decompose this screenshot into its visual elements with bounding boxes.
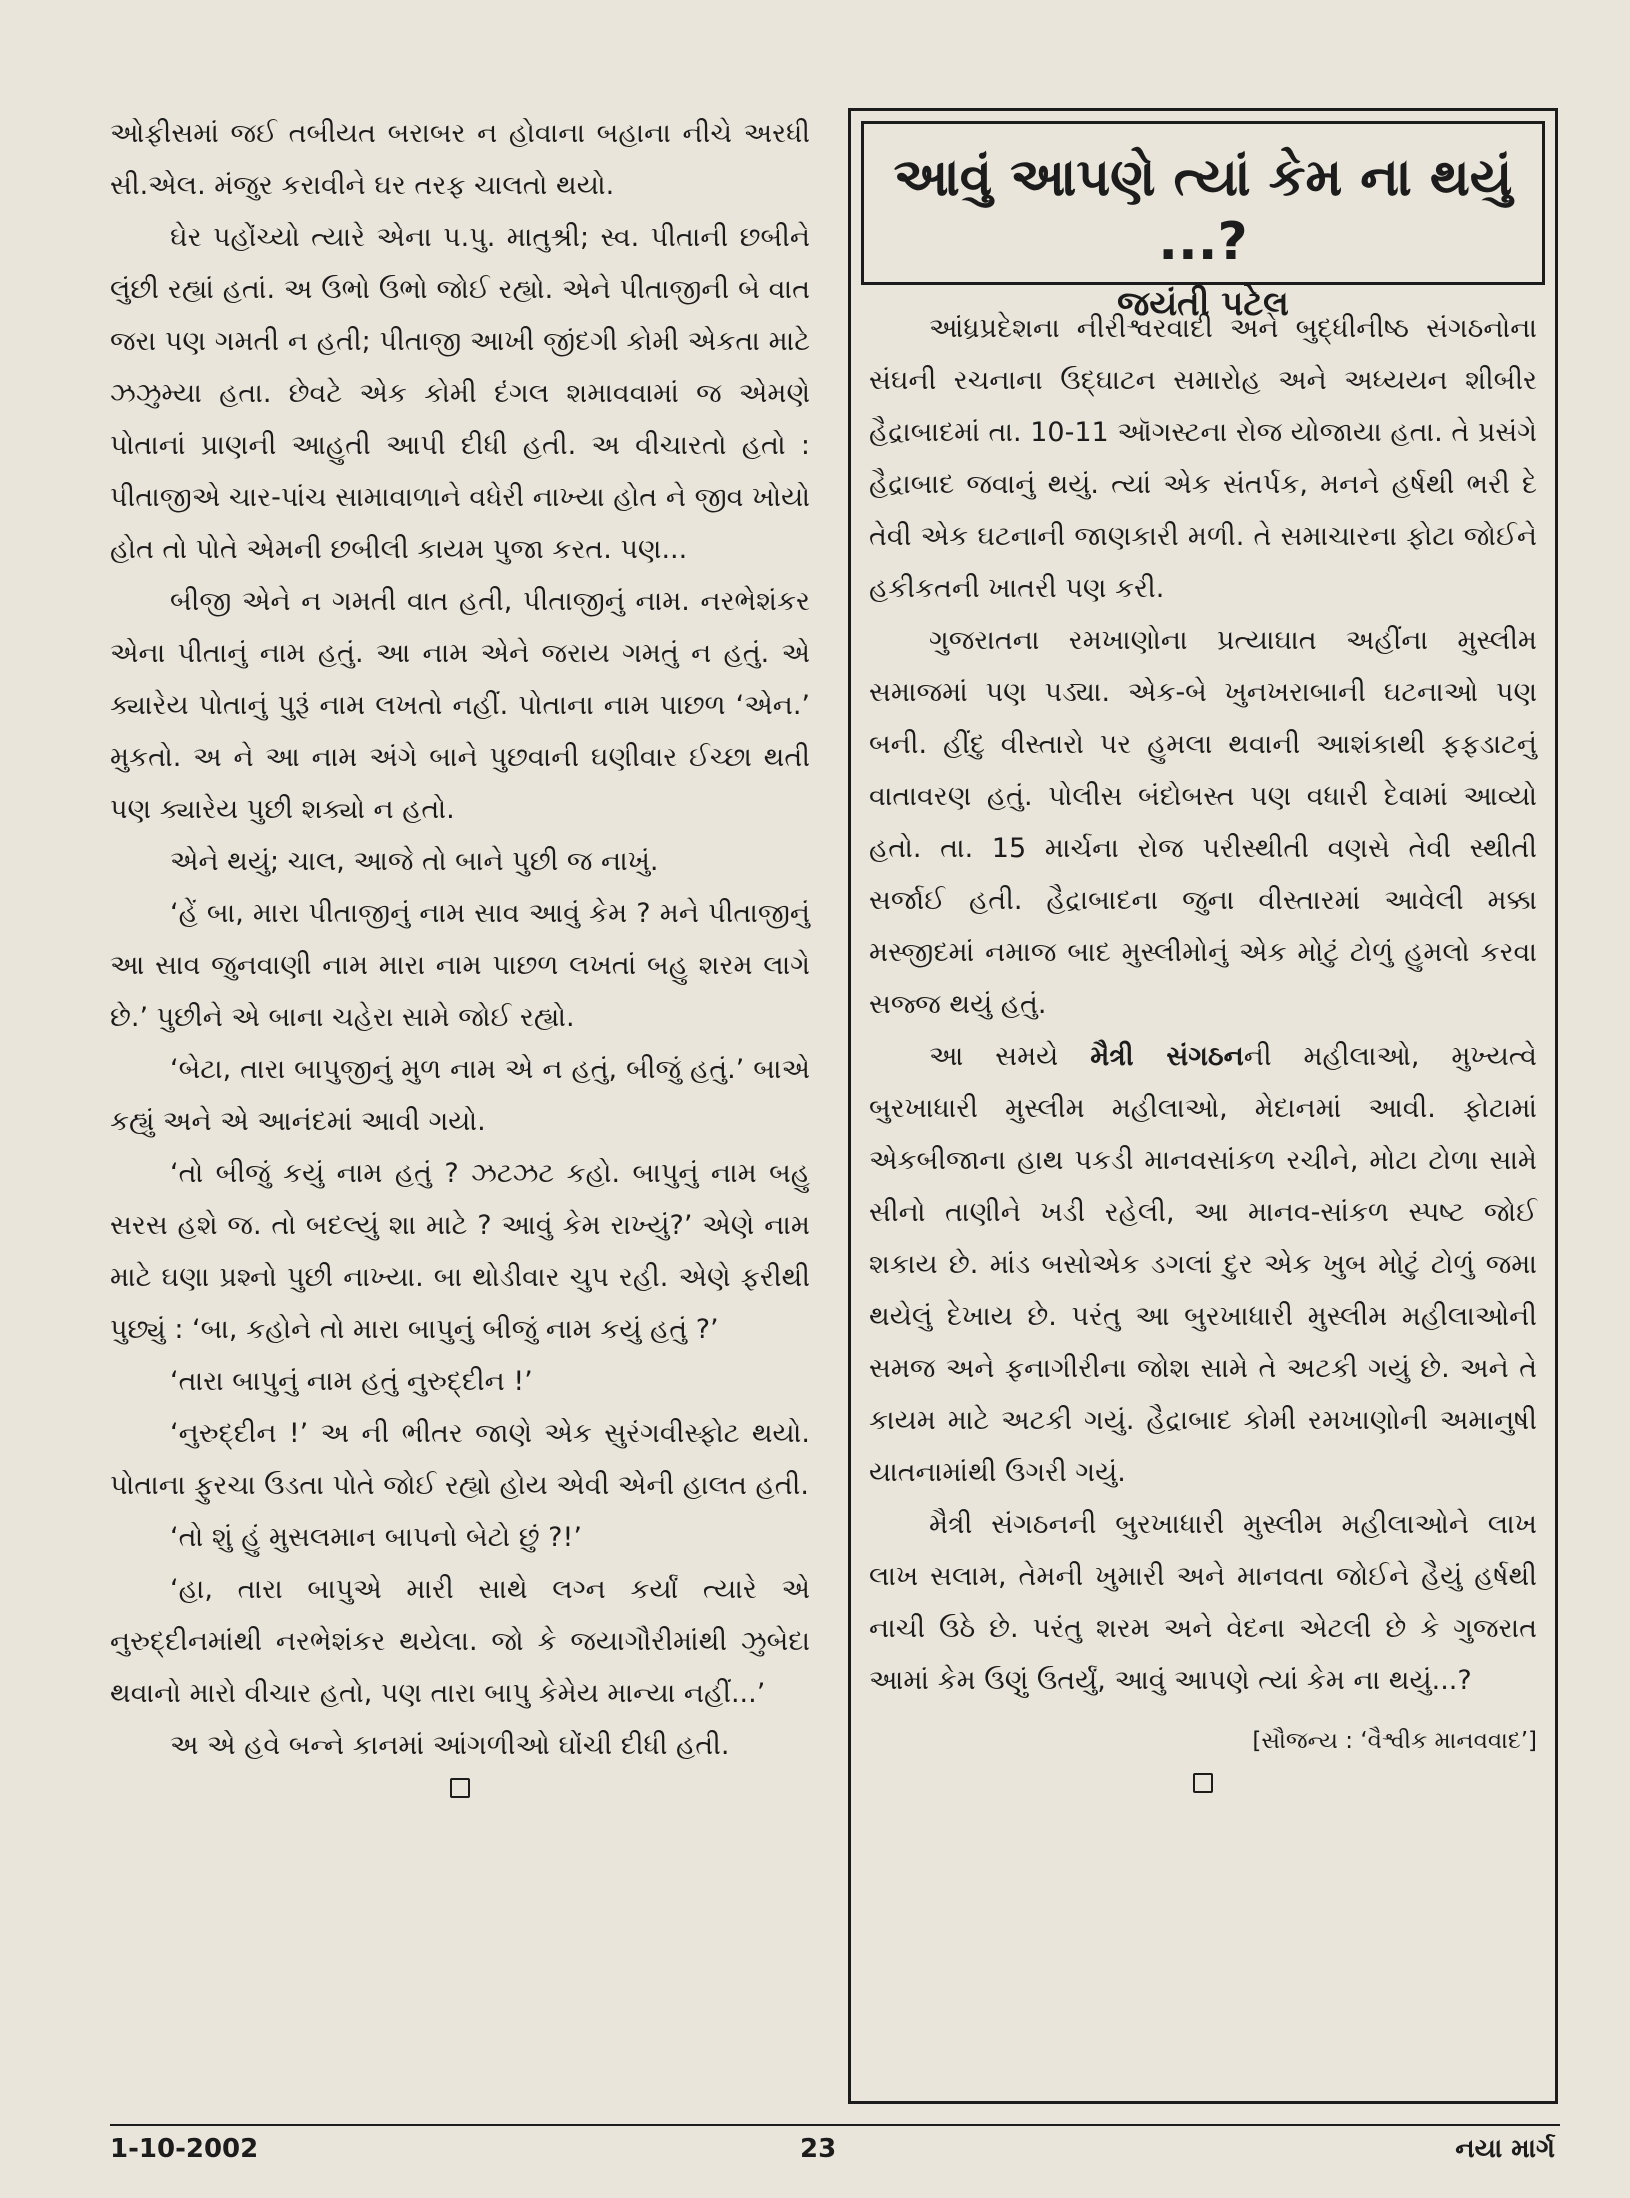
paragraph — [869, 1031, 1537, 1499]
paragraph: ‘તો બીજું કયું નામ હતું ? ઝટઝટ કહો. બાપુનું નામ બહુ સરસ હશે જ. તો બદલ્યું શા માટે ? આવું કેમ રાખ્યું?’ એણે નામ માટે ઘણા પ્રશ્નો પુછી નાખ્યા. બા થોડીવાર ચુપ રહી. એણે ફરીથી પુછ્યું : ‘બા, કહોને તો મારા બાપુનું બીજું નામ કયું હતું ?’ — [110, 1158, 810, 1345]
source-credit: [સૌજન્ય : ‘વૈશ્વીક માનવવાદ’] — [1252, 1728, 1537, 1754]
paragraph: એને થયું; ચાલ, આજે તો બાને પુછી જ નાખું. — [170, 846, 659, 877]
paragraph: ‘નુરુદ્દીન !’ અ ની ભીતર જાણે એક સુરંગવીસ્ફોટ થયો. પોતાના ફુરચા ઉડતા પોતે જોઈ રહ્યો હોય એવી એની હાલત હતી. — [110, 1418, 810, 1501]
paragraph: ગુજરાતના રમખાણોના પ્રત્યાઘાત અહીંના મુસ્લીમ સમાજમાં પણ પડ્યા. એક-બે ખુનખરાબાની ઘટનાઓ પણ બની. હીંદુ વીસ્તારો પર હુમલા થવાની આશંકાથી ફફડાટનું વાતાવરણ હતું. પોલીસ બંદોબસ્ત પણ વધારી દેવામાં આવ્યો હતો. તા. 15 માર્ચના રોજ પરીસ્થીતી વણસે તેવી સ્થીતી સર્જાઈ હતી. હૈદ્રાબાદના જુના વીસ્તારમાં આવેલી મક્કા મસ્જીદમાં નમાજ બાદ મુસ્લીમોનું એક મોટું ટોળું હુમલો કરવા સજ્જ થયું હતું. — [869, 625, 1537, 1020]
end-mark-icon — [1193, 1773, 1213, 1793]
footer-date: 1-10-2002 — [110, 2134, 259, 2164]
magazine-name: નયા માર્ગ — [1455, 2134, 1555, 2164]
article-title: આવું આપણે ત્યાં કેમ ના થયું ...? — [893, 148, 1513, 272]
paragraph: ઘેર પહોંચ્યો ત્યારે એના પ.પુ. માતુશ્રી; સ્વ. પીતાની છબીને લુંછી રહ્યાં હતાં. અ ઉભો ઉભો જોઈ રહ્યો. એને પીતાજીની બે વાત જરા પણ ગમતી ન હતી; પીતાજી આખી જીંદગી કોમી એકતા માટે ઝઝુમ્યા હતા. છેવટે એક કોમી દંગલ શમાવવામાં જ એમણે પોતાનાં પ્રાણની આહુતી આપી દીધી હતી. અ વીચારતો હતો : પીતાજીએ ચાર-પાંચ સામાવાળાને વધેરી નાખ્યા હોત ને જીવ ખોયો હોત તો પોતે એમની છબીલી કાયમ પુજા કરત. પણ... — [110, 222, 810, 565]
paragraph: ‘બેટા, તારા બાપુજીનું મુળ નામ એ ન હતું, બીજું હતું.’ બાએ કહ્યું અને એ આનંદમાં આવી ગયો. — [110, 1054, 810, 1137]
organization-name: મૈત્રી સંગઠન — [1090, 1041, 1244, 1072]
paragraph: મૈત્રી સંગઠનની બુરખાધારી મુસ્લીમ મહીલાઓને લાખ લાખ સલામ, તેમની ખુમારી અને માનવતા જોઈને હૈયું હર્ષથી નાચી ઉઠે છે. પરંતુ શરમ અને વેદના એટલી છે કે ગુજરાત આમાં કેમ ઉણું ઉતર્યું, આવું આપણે ત્યાં કેમ ના થયું...? — [869, 1509, 1537, 1696]
paragraph: ‘હેં બા, મારા પીતાજીનું નામ સાવ આવું કેમ ? મને પીતાજીનું આ સાવ જુનવાણી નામ મારા નામ પાછળ લખતાં બહુ શરમ લાગે છે.’ પુછીને એ બાના ચહેરા સામે જોઈ રહ્યો. — [110, 898, 810, 1033]
footer-divider — [110, 2124, 1560, 2126]
paragraph: અ એ હવે બન્ને કાનમાં આંગળીઓ ઘોંચી દીધી હતી. — [170, 1730, 730, 1761]
paragraph: આંધ્રપ્રદેશના નીરીશ્વરવાદી અને બુદ્ધીનીષ્ઠ સંગઠનોના સંઘની રચનાના ઉદ્‌ઘાટન સમારોહ અને અધ્યયન શીબીર હૈદ્રાબાદમાં તા. 10-11 ઑગસ્ટના રોજ યોજાયા હતા. તે પ્રસંગે હૈદ્રાબાદ જવાનું થયું. ત્યાં એક સંતર્પક, મનને હર્ષથી ભરી દે તેવી એક ઘટનાની જાણકારી મળી. તે સમાચારના ફોટા જોઈને હકીકતની ખાતરી પણ કરી. — [869, 313, 1537, 604]
article-author: જયંતી પટેલ — [1117, 284, 1289, 324]
text-run: આ સમયે — [929, 1041, 1091, 1072]
left-column-story — [110, 108, 810, 1798]
paragraph: બીજી એને ન ગમતી વાત હતી, પીતાજીનું નામ. નરભેશંકર એના પીતાનું નામ હતું. આ નામ એને જરાય ગમતું ન હતું. એ ક્યારેય પોતાનું પુરૂં નામ લખતો નહીં. પોતાના નામ પાછળ ‘એન.’ મુકતો. અ ને આ નામ અંગે બાને પુછવાની ઘણીવાર ઈચ્છા થતી પણ ક્યારેય પુછી શક્યો ન હતો. — [110, 586, 810, 825]
article-header-box — [861, 121, 1545, 324]
text-run: ની મહીલાઓ, મુખ્યત્વે બુરખાધારી મુસ્લીમ મહીલાઓ, મેદાનમાં આવી. ફોટામાં એકબીજાના હાથ પકડી માનવસાંકળ રચીને, મોટા ટોળા સામે સીનો તાણીને ખડી રહેલી, આ માનવ-સાંકળ સ્પષ્ટ જોઈ શકાય છે. માંડ બસોએક ડગલાં દુર એક ખુબ મોટું ટોળું જમા થયેલું દેખાય છે. પરંતુ આ બુરખાધારી મુસ્લીમ મહીલાઓની સમજ અને ફનાગીરીના જોશ સામે તે અટકી ગયું છે. અને તે કાયમ માટે અટકી ગયું. હૈદ્રાબાદ કોમી રમખાણોની અમાનુષી યાતનામાંથી ઉગરી ગયું. — [869, 1041, 1538, 1488]
paragraph: ઓફીસમાં જઈ તબીયત બરાબર ન હોવાના બહાના નીચે અરધી સી.એલ. મંજુર કરાવીને ઘર તરફ ચાલતો થયો. — [110, 118, 810, 201]
page-number: 23 — [800, 2134, 837, 2164]
article-body — [869, 303, 1537, 1793]
end-mark-icon — [450, 1778, 470, 1798]
right-column-article-box — [848, 108, 1558, 2104]
paragraph: ‘તારા બાપુનું નામ હતું નુરુદ્દીન !’ — [170, 1366, 533, 1397]
paragraph: ‘તો શું હું મુસલમાન બાપનો બેટો છું ?!’ — [170, 1522, 582, 1553]
paragraph: ‘હા, તારા બાપુએ મારી સાથે લગ્ન કર્યાં ત્યારે એ નુરુદ્દીનમાંથી નરભેશંકર થયેલા. જો કે જયાગૌરીમાંથી ઝુબેદા થવાનો મારો વીચાર હતો, પણ તારા બાપુ કેમેય માન્યા નહીં...’ — [110, 1574, 810, 1709]
